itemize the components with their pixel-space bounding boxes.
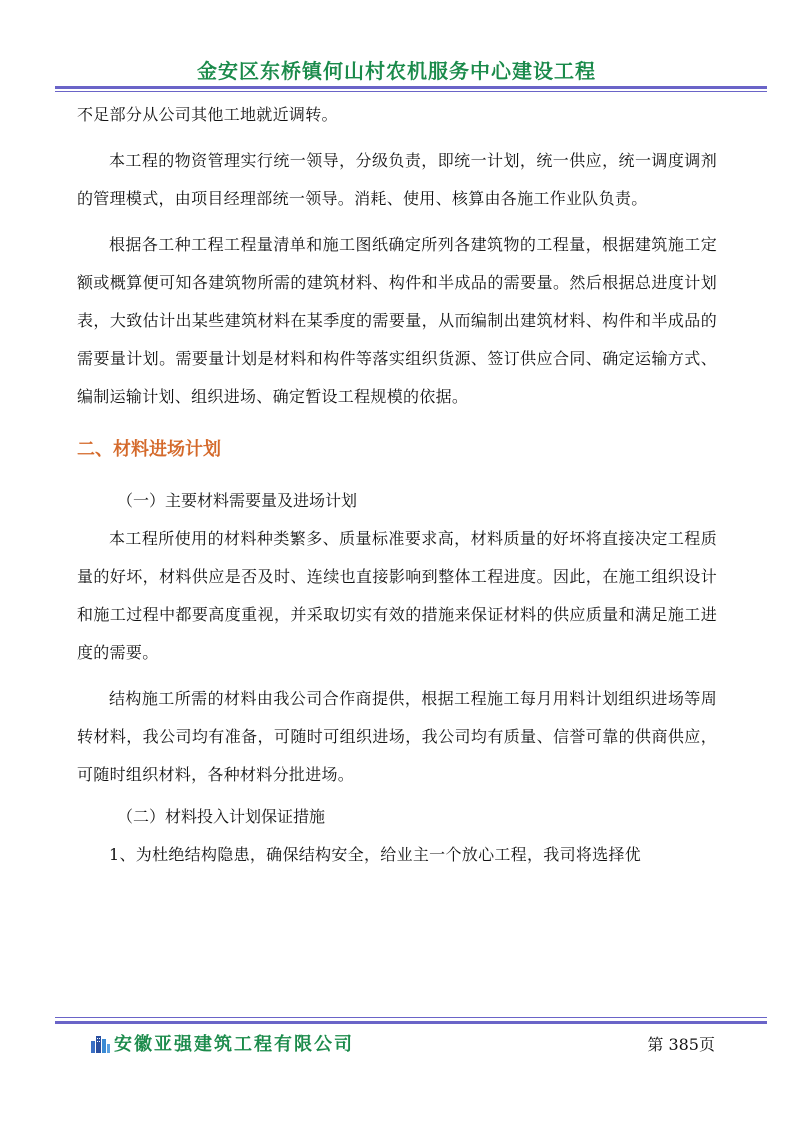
building-logo-icon [90, 1033, 110, 1053]
page-footer [0, 1015, 793, 1075]
page-header [0, 0, 793, 100]
subheading-1: （一）主要材料需要量及进场计划 [117, 491, 358, 510]
paragraph-2: 本工程的物资管理实行统一领导，分级负责，即统一计划，统一供应，统一调度调剂的管理模式，由项目经理部统一领导。消耗、使用、核算由各施工作业队负责。 [77, 151, 717, 208]
paragraph-3: 根据各工种工程工程量清单和施工图纸确定所列各建筑物的工程量，根据建筑施工定额或概算便可知各建筑物所需的建筑材料、构件和半成品的需要量。然后根据总进度计划表，大致估计出某些建筑材料在某季度的需要量，从而编制出建筑材料、构件和半成品的需要量计划。需要量计划是材料和构件等落实组织货源、签订供应合同、确定运输方式、编制运输计划、组织进场、确定暂设工程规模的依据。 [77, 235, 717, 406]
subheading-2: （二）材料投入计划保证措施 [117, 807, 326, 826]
paragraph-5: 结构施工所需的材料由我公司合作商提供，根据工程施工每月用料计划组织进场等周转材料，我公司均有准备，可随时可组织进场，我公司均有质量、信誉可靠的供商供应，可随时组织材料，各种材料分批进场。 [77, 689, 717, 784]
footer-rule-thick [55, 1021, 767, 1024]
paragraph-6: 1、为杜绝结构隐患，确保结构安全，给业主一个放心工程，我司将选择优 [109, 845, 642, 864]
footer-rule-thin [55, 1017, 767, 1018]
header-title: 金安区东桥镇何山村农机服务中心建设工程 [197, 59, 596, 83]
section-heading: 二、材料进场计划 [77, 439, 221, 460]
paragraph-4: 本工程所使用的材料种类繁多、质量标准要求高，材料质量的好坏将直接决定工程质量的好坏，材料供应是否及时、连续也直接影响到整体工程进度。因此，在施工组织设计和施工过程中都要高度重视，并采取切实有效的措施来保证材料的供应质量和满足施工进度的需要。 [77, 529, 717, 662]
page-number: 第 385页 [647, 1035, 715, 1054]
footer-company-name: 安徽亚强建筑工程有限公司 [114, 1034, 354, 1055]
header-rule-thick [55, 86, 767, 89]
paragraph-1: 不足部分从公司其他工地就近调转。 [77, 105, 338, 124]
header-rule-thin [55, 91, 767, 92]
document-body [77, 96, 717, 874]
